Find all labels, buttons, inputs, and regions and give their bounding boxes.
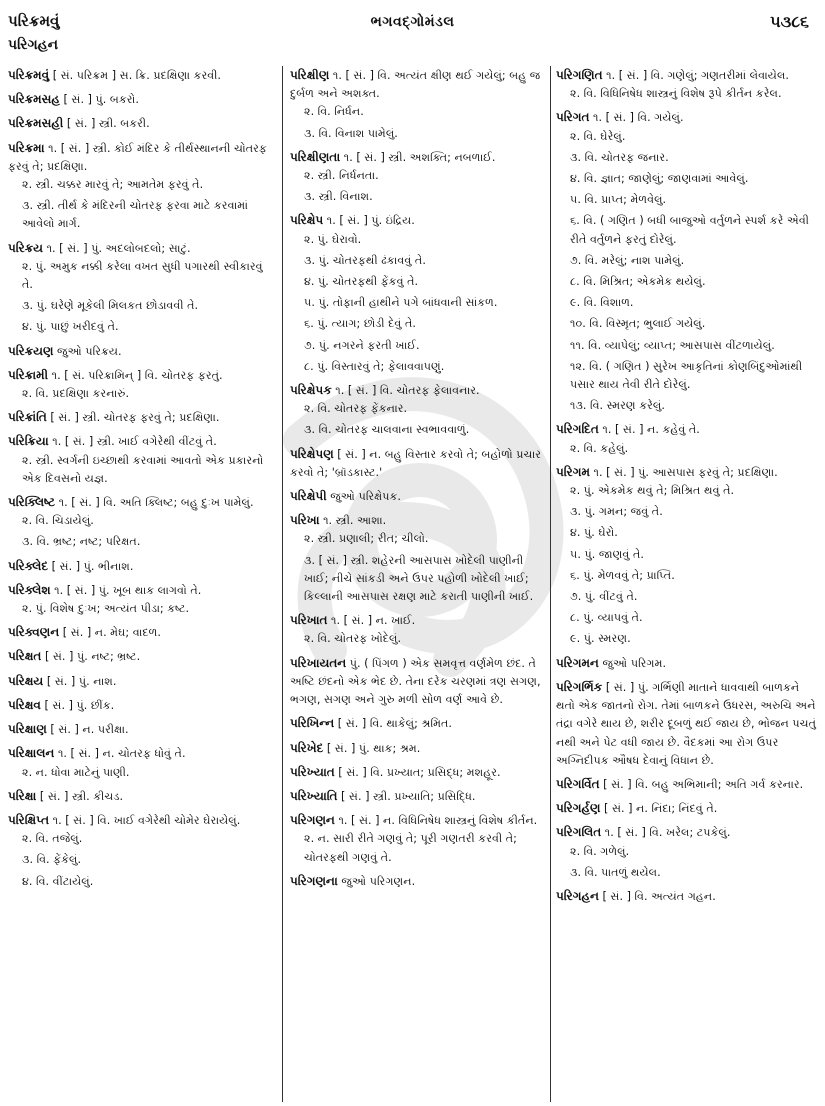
entry-headword: પરિગમન — [556, 655, 599, 670]
entry-definition: ૧. [ સં. ] ન. ચોતરફ ધોવું તે. — [57, 747, 186, 761]
dictionary-entry — [8, 787, 274, 806]
entry-sense: ૧૦. વિ. વિસ્મૃત; ભુલાઈ ગયેલું. — [570, 317, 706, 331]
entry-headword: પરિગર્વિત — [556, 776, 600, 791]
entry-sense: ૫. વિ. પ્રાપ્ત; મેળવેલું. — [570, 193, 667, 207]
entry-sense: ૩. પું. ગમન; જવું તે. — [570, 505, 663, 519]
entry-sense: ૬. વિ. ( ગણિત ) બધી બાજુઓ વર્તુળને સ્પર્શ કરે એવી રીતે વર્તુળને ફરતું દોરેલું. — [570, 214, 809, 246]
dictionary-column-3 — [556, 66, 820, 1102]
entry-headword: પરિગણન — [290, 813, 335, 828]
entry-headword: પરિક્ષીણ — [290, 68, 330, 82]
entry-sense: ૮. વિ. મિશ્રિત; એકમેક થયેલું. — [570, 275, 706, 289]
dictionary-entry — [556, 887, 820, 906]
column-divider — [282, 66, 283, 1102]
entry-headword: પરિગદિત — [556, 422, 599, 437]
entry-definition: ૧. [ સં. ] પું. અદલોબદલો; સાટું. — [46, 241, 191, 255]
dictionary-entry — [8, 239, 274, 337]
entry-sense: ૨. સ્ત્રી. સ્વર્ગની ઇચ્છાથી કરવામાં આવતો એક પ્રકારનો એક દિવસનો યજ્ઞ. — [22, 453, 264, 485]
entry-headword: પરિક્ષવ — [8, 697, 41, 712]
dictionary-entry — [556, 775, 820, 794]
entry-sense: ૩. વિ. પાતળું થયેલ. — [570, 865, 661, 879]
entry-definition: [ સં. ] ન. પરીક્ષા. — [50, 723, 129, 737]
entry-sense: ૩. વિ. ભ્રષ્ટ; નષ્ટ; પરિક્ષત. — [22, 535, 141, 549]
dictionary-entry — [290, 714, 546, 733]
entry-definition: જુઓ પરિક્ષેપક. — [330, 490, 401, 504]
page-number: ૫૩૮૬ — [770, 12, 809, 31]
dictionary-entry — [556, 654, 820, 673]
entry-headword: પરિક્ષેપી — [290, 489, 327, 504]
entry-sense: ૭. પું. નગરને ફરતી ખાઈ. — [304, 338, 420, 352]
entry-definition: [ સં. ] પું. થાક; શ્રમ. — [326, 741, 421, 755]
entry-definition: ૧. [ સં. ] વિ. ચોતરફ ફેલાવનાર. — [335, 384, 480, 398]
dictionary-entry — [8, 432, 274, 488]
entry-definition: ૧. [ સં. ] પું. ખૂબ થાક લાગવો તે. — [54, 583, 202, 597]
entry-headword: પરિક્ષેપક — [290, 383, 332, 398]
entry-headword: પરિક્રમસહી — [8, 116, 64, 131]
entry-headword: પરિક્ષત — [8, 649, 42, 664]
entry-definition: [ સં. ] વિ. પ્રખ્યાત; પ્રસિદ્ધ; મશહૂર. — [338, 765, 501, 779]
entry-definition: ૧. [ સં. ] ન. વિધિનિષેધ શાસ્ત્રનું વિશેષ કીર્તન. — [338, 814, 538, 828]
entry-definition: [ સં. ] સ્ત્રી. ચોતરફ ફરવું તે; પ્રદક્ષિણા. — [50, 411, 220, 425]
entry-definition: [ સં. ] સ્ત્રી. બકરી. — [66, 117, 150, 131]
entry-sense: ૩. [ સં. ] સ્ત્રી. શહેરની આસપાસ ખોદેલી પાણીની ખાઈ; નીચે સાંકડી અને ઉપર પહોળી ખોદેલી ખાઈ; કિલ્લાની આસપાસ રક્ષણ માટે કરાતી પાણીની ખાઈ. — [304, 553, 534, 604]
dictionary-entry — [8, 696, 274, 715]
dictionary-entry — [556, 678, 820, 770]
dictionary-entry — [290, 739, 546, 758]
entry-sense: ૩. સ્ત્રી. તીર્થ કે મંદિરની ચોતરફ ફરવા માટે કરવામાં આવેલો માર્ગ. — [22, 199, 248, 231]
entry-definition: ૧. [ સં. ] ન. ખાઈ. — [331, 614, 416, 628]
entry-sense: ૩. વિ. ફેંકેલું. — [22, 853, 82, 867]
entry-headword: પરિક્વણન — [8, 625, 60, 640]
entry-definition: [ સં. ] સ્ત્રી. કીચડ. — [39, 789, 124, 803]
entry-sense: ૪. વિ. જ્ઞાત; જાણેલું; જાણવામાં આવેલું. — [570, 172, 749, 186]
entry-sense: ૨. પું. ઘેરાવો. — [304, 232, 362, 246]
dictionary-entry — [556, 463, 820, 649]
entry-sense: ૨. સ્ત્રી. ચક્કર મારવું તે; આમતેમ ફરવું તે. — [22, 178, 204, 192]
dictionary-entry — [8, 366, 274, 403]
entry-sense: ૮. પું. વ્યાપવું તે. — [570, 611, 643, 625]
entry-sense: ૮. પું. વિસ્તારવું તે; ફેલાવવાપણું. — [304, 359, 445, 373]
dictionary-entry — [290, 381, 546, 440]
guide-word-last: પરિગહન — [8, 37, 59, 53]
entry-sense: ૯. વિ. વિશાળ. — [570, 296, 634, 310]
dictionary-entry — [8, 744, 274, 781]
entry-sense: ૩. વિ. ચોતરફ ચાલવાના સ્વભાવવાળું. — [304, 423, 470, 437]
entry-definition: ૧. [ સં. ] વિ. ખરેલ; ટપકેલું. — [604, 826, 731, 840]
column-divider — [550, 66, 551, 1102]
entry-sense: ૪. પું. પાછું ખરીદવું તે. — [22, 320, 119, 334]
dictionary-entry — [8, 139, 274, 234]
entry-sense: ૯. પું. સ્મરણ. — [570, 632, 631, 646]
dictionary-entry — [8, 114, 274, 133]
dictionary-entry — [8, 408, 274, 427]
entry-definition: [ સં. પરિક્રમ ] સ. ક્રિ. પ્રદક્ષિણા કરવી. — [52, 69, 221, 82]
entry-headword: પરિખેદ — [290, 740, 324, 755]
dictionary-entry — [290, 611, 546, 648]
entry-sense: ૬. પું. ત્યાગ; છોડી દેવું તે. — [304, 317, 416, 331]
entry-definition: [ સં. ] વિ. બહુ અભિમાની; અતિ ગર્વ કરનાર. — [603, 777, 804, 791]
entry-definition: ૧. [ સં. ] પું. ઇંદ્રિય. — [326, 214, 415, 228]
entry-headword: પરિક્ષીણતા — [290, 149, 341, 164]
entry-sense: ૨. વિ. ચોતરફ ફેંકનાર. — [304, 402, 408, 416]
entry-sense: ૨. વિ. તજેલું. — [22, 832, 83, 846]
dictionary-entry — [8, 623, 274, 642]
dictionary-entry — [290, 511, 546, 606]
entry-sense: ૭. વિ. મરેલું; નાશ પામેલું. — [570, 253, 685, 267]
entry-headword: પરિગમ — [556, 464, 590, 479]
entry-sense: ૩. પું. ચોતરફથી ઢંકાવવું તે. — [304, 253, 426, 267]
entry-sense: ૫. પું. તોફાની હાથીને પગે બાંધવાની સાંકળ. — [304, 296, 498, 310]
entry-headword: પરિક્ષેપ — [290, 213, 324, 228]
entry-definition: [ સં. ] ન. બહુ વિસ્તાર કરવો તે; બહોળો પ્રચાર કરવો તે; 'બ્રૉડકાસ્ટ.' — [290, 447, 542, 479]
entry-sense: ૨. પું. અમુક નક્કી કરેલા વખત સુધી પગારથી સ્વીકારવું તે. — [22, 259, 263, 292]
entry-sense: ૩. વિ. વિનાશ પામેલું. — [304, 126, 398, 140]
entry-sense: ૨. વિ. ચિડાયેલું. — [22, 514, 94, 528]
entry-headword: પરિક્રાંતિ — [8, 410, 47, 425]
entry-sense: ૩. પું. ઘરેણે મૂકેલી મિલકત છોડાવવી તે. — [22, 299, 199, 313]
entry-sense: ૪. પું. ચોતરફથી ફેંકવું તે. — [304, 275, 419, 289]
entry-headword: પરિખાત — [290, 613, 328, 628]
entry-definition: ૧. [ સં. ] સ્ત્રી. ખાઈ વગેરેથી વીંટવું તે. — [52, 435, 217, 449]
entry-headword: પરિક્રિયા — [8, 434, 49, 449]
dictionary-column-2 — [290, 66, 546, 1102]
entry-headword: પરિગણિત — [556, 68, 603, 82]
entry-sense: ૨. વિ. ગળેલું. — [570, 844, 630, 858]
entry-headword: પરિક્ષા — [8, 788, 37, 803]
entry-sense: ૨. વિ. નિર્ધન. — [304, 105, 364, 119]
dictionary-entry — [290, 787, 546, 806]
dictionary-entry — [290, 445, 546, 482]
dictionary-entry — [8, 672, 274, 691]
dictionary-entry — [290, 872, 546, 891]
dictionary-entry — [8, 90, 274, 109]
dictionary-entry — [8, 66, 274, 85]
entry-definition: [ સં. ] પું. ભીનાશ. — [51, 559, 134, 573]
entry-sense: ૨. ન. ધોવા માટેનું પાણી. — [22, 765, 130, 779]
entry-headword: પરિક્રમસહ — [8, 92, 60, 107]
dictionary-entry — [556, 108, 820, 415]
entry-definition: પું. ( પિંગળ ) એક સમવૃત્ત વર્ણમેળ છંદ. તે અષ્ટિ છંદનો એક ભેદ છે. તેના દરેક ચરણમાં ત્રણ સગણ, ભગણ, સગણ અને ગુરુ મળી સોળ વર્ણ આવે છે. — [290, 656, 541, 707]
dictionary-entry — [556, 799, 820, 818]
dictionary-entry — [556, 420, 820, 457]
entry-headword: પરિક્ષાણ — [8, 722, 47, 737]
entry-headword: પરિગલિત — [556, 825, 602, 840]
entry-headword: પરિક્રામી — [8, 367, 49, 382]
dictionary-entry — [8, 557, 274, 576]
entry-headword: પરિક્રમા — [8, 140, 45, 155]
entry-definition: [ સં. ] સ્ત્રી. પ્રખ્યાતિ; પ્રસિદ્ધિ. — [341, 789, 476, 803]
entry-sense: ૨. વિ. ચોતરફ ખોદેલું. — [304, 632, 402, 646]
dictionary-entry — [290, 763, 546, 782]
entry-headword: પરિક્લેદ — [8, 558, 49, 573]
entry-definition: ૧. [ સં. ] ન. કહેવું તે. — [602, 423, 700, 437]
dictionary-entry — [556, 66, 820, 103]
entry-sense: ૪. પું. ઘેરો. — [570, 526, 618, 540]
entry-sense: ૭. પું. વીંટવું તે. — [570, 590, 638, 604]
entry-headword: પરિક્રયણ — [8, 343, 54, 358]
entry-definition: [ સં. ] પું. નાશ. — [46, 674, 117, 688]
entry-headword: પરિખ્યાતિ — [290, 788, 338, 803]
entry-sense: ૨. પું. એકમેક થવું તે; મિશ્રિત થવું તે. — [570, 484, 735, 498]
entry-headword: પરિખાયતન — [290, 655, 347, 670]
entry-definition: ૧. [ સં. ] સ્ત્રી. અશક્તિ; નબળાઈ. — [343, 150, 496, 164]
entry-headword: પરિક્ષિપ્ત — [8, 812, 50, 827]
entry-definition: [ સં. ] ન. મેઘ; વાદળ. — [62, 626, 161, 640]
entry-headword: પરિક્ષાલન — [8, 746, 55, 761]
entry-headword: પરિક્લેશ — [8, 582, 51, 597]
dictionary-entry — [8, 342, 274, 361]
entry-sense: ૨. પું. વિશેષ દુઃખ; અત્યંત પીડા; કષ્ટ. — [22, 602, 190, 616]
dictionary-entry — [290, 211, 546, 376]
entry-definition: ૧. સ્ત્રી. આશા. — [323, 514, 387, 528]
entry-headword: પરિગર્હણ — [556, 801, 601, 816]
entry-sense: ૨. સ્ત્રી. નિર્ધનતા. — [304, 169, 379, 183]
entry-sense: ૨. ન. સારી રીતે ગણવું તે; પૂરી ગણતરી કરવી તે; ચોતરફથી ગણવું તે. — [304, 832, 517, 864]
entry-sense: ૩. વિ. ચોતરફ જનાર. — [570, 150, 669, 164]
page-header — [0, 0, 825, 62]
entry-definition: ૧. [ સં. ] વિ. ગણેલું; ગણતરીમાં લેવાયેલ. — [606, 69, 789, 82]
entry-definition: ૧. [ સં. ] વિ. અતિ ક્લિષ્ટ; બહુ દુઃખ પામેલું. — [58, 496, 254, 510]
entry-headword: પરિગણના — [290, 873, 338, 888]
entry-sense: ૪. વિ. વીંટાયેલું. — [22, 874, 94, 888]
entry-definition: ૧. [ સં. ] વિ. અત્યંત ક્ષીણ થઈ ગયેલું; બહુ જ દુર્બળ અને અશક્ત. — [290, 69, 541, 101]
dictionary-entry — [290, 487, 546, 506]
dictionary-entry — [8, 647, 274, 666]
entry-headword: પરિખા — [290, 513, 320, 528]
entry-definition: જુઓ પરિગમ. — [602, 656, 667, 670]
entry-sense: ૨. વિ. કહેલું. — [570, 441, 629, 455]
entry-headword: પરિક્ષય — [8, 673, 44, 688]
entry-sense: ૧૨. વિ. ( ગણિત ) સુરેખ આકૃતિનાં કોણબિંદુઓમાંથી પસાર થાય તેવી રીતે દોરેલું. — [570, 359, 803, 392]
dictionary-entry — [290, 148, 546, 207]
entry-headword: પરિગત — [556, 110, 590, 125]
entry-definition: [ સં. ] ન. નિંદા; નિંદવું તે. — [604, 802, 718, 816]
book-title: ભગવદ્ગોમંડલ — [370, 14, 455, 30]
dictionary-column-1 — [8, 66, 274, 1102]
entry-sense: ૫. પું. જાણવું તે. — [570, 547, 644, 561]
dictionary-entry — [556, 823, 820, 882]
entry-sense: ૨. વિ. વિધિનિષેધ શાસ્ત્રનું વિશેષ રૂપે કીર્તન કરેલ. — [570, 87, 782, 101]
entry-headword: પરિગર્ભિક — [556, 679, 603, 694]
entry-definition: ૧. [ સં. પરિક્રામિન્ ] વિ. ચોતરફ ફરતું. — [51, 368, 223, 382]
entry-definition: [ સં. ] પું. ગર્ભિણી માતાને ધાવવાથી બાળકને થતો એક જાતનો રોગ. તેમાં બાળકને ઉધરસ, અરુચિ અને તંદ્રા વગેરે થાય છે, શરીર દૂબળું થઈ જાય છે, ભોજન પચતું નથી અને પેટ વધી જાય છે. વૈદકમાં આ રોગ ઉપર અગ્નિદીપક ઔષધ દેવાનું વિધાન છે. — [556, 680, 817, 767]
entry-definition: [ સં. ] વિ. થાકેલું; શ્રમિત. — [337, 717, 452, 731]
entry-definition: [ સં. ] પું. છીંક. — [44, 698, 115, 712]
entry-definition: ૧. [ સં. ] પું. આસપાસ ફરવું તે; પ્રદક્ષિણા. — [593, 465, 778, 479]
entry-headword: પરિક્ષેપણ — [290, 446, 334, 461]
dictionary-entry — [8, 581, 274, 618]
entry-definition: ૧. [ સં. ] વિ. ખાઈ વગેરેથી ચોમેર ઘેરાયેલું. — [52, 813, 241, 827]
entry-sense: ૩. સ્ત્રી. વિનાશ. — [304, 190, 373, 204]
dictionary-entry — [8, 720, 274, 739]
entry-headword: પરિખ્યાત — [290, 764, 335, 779]
entry-definition: [ સં. ] પું. બકરો. — [63, 93, 139, 107]
dictionary-entry — [290, 811, 546, 867]
entry-headword: પરિગહન — [556, 888, 599, 903]
entry-definition: [ સં. ] વિ. અત્યંત ગહન. — [602, 889, 716, 903]
entry-headword: પરિક્રમવું — [8, 68, 50, 82]
entry-definition: જુઓ પરિક્રય. — [57, 344, 122, 358]
entry-sense: ૧૧. વિ. વ્યાપેલું; વ્યાપ્ત; આસપાસ વીંટળાયેલું. — [570, 338, 775, 352]
entry-sense: ૬. પું. મેળવવું તે; પ્રાપ્તિ. — [570, 568, 675, 582]
entry-definition: ૧. [ સં. ] વિ. ગયેલું. — [592, 111, 684, 125]
entry-headword: પરિક્લિષ્ટ — [8, 495, 56, 510]
entry-headword: પરિખિન્ન — [290, 716, 335, 731]
entry-definition: જુઓ પરિગણન. — [341, 874, 416, 888]
entry-sense: ૨. વિ. પ્રદક્ષિણા કરનારું. — [22, 387, 130, 401]
dictionary-entry — [290, 66, 546, 143]
dictionary-entry — [8, 493, 274, 552]
entry-sense: ૨. વિ. ઘેરેલું. — [570, 129, 626, 143]
entry-sense: ૨. સ્ત્રી. પ્રણાલી; રીત; ચીલો. — [304, 532, 429, 546]
entry-headword: પરિક્રય — [8, 240, 44, 255]
dictionary-entry — [290, 654, 546, 710]
entry-sense: ૧૩. વિ. સ્મરણ કરેલું. — [570, 399, 665, 413]
dictionary-entry — [8, 811, 274, 891]
entry-definition: [ સં. ] પું. નષ્ટ; ભ્રષ્ટ. — [44, 650, 141, 664]
guide-word-first: પરિક્રમવું — [8, 12, 60, 30]
entry-definition: ૧. [ સં. ] સ્ત્રી. કોઈ મંદિર કે તીર્થસ્થાનની ચોતરફ ફરવું તે; પ્રદક્ષિણા. — [8, 141, 267, 173]
